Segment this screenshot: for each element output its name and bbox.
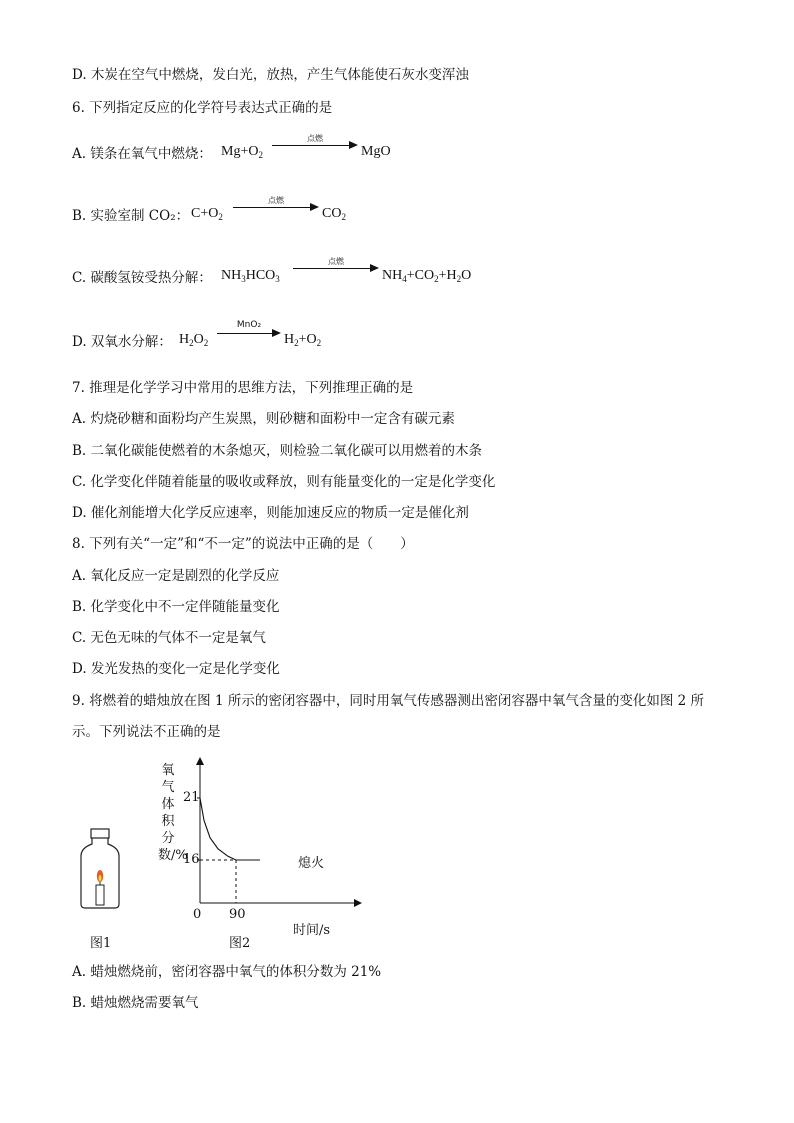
question-7-option-c: C. 化学变化伴随着能量的吸收或释放，则有能量变化的一定是化学变化 bbox=[72, 474, 496, 490]
oxygen-content-chart bbox=[175, 755, 365, 930]
question-8-option-b: B. 化学变化中不一定伴随能量变化 bbox=[72, 599, 280, 615]
formula-c-reactants: $NH_3HCO_3$ bbox=[221, 268, 280, 284]
formula-a-reactants: $Mg+O_2$ bbox=[221, 144, 263, 160]
oxygen-curve bbox=[200, 798, 260, 860]
candle-icon bbox=[96, 885, 104, 905]
question-9-stem-line-2: 示。下列说法不正确的是 bbox=[72, 724, 221, 740]
question-7-option-a: A. 灼烧砂糖和面粉均产生炭黑，则砂糖和面粉中一定含有碳元素 bbox=[72, 411, 455, 427]
question-6-stem: 6. 下列指定反应的化学符号表达式正确的是 bbox=[72, 100, 333, 116]
figure-1-sealed-bottle bbox=[78, 828, 122, 910]
y-tick-16: 16 bbox=[183, 852, 200, 867]
x-tick-90: 90 bbox=[229, 907, 246, 922]
formula-d-products: $H_2+O_2$ bbox=[284, 332, 322, 348]
condition-label: 点燃 bbox=[328, 257, 344, 266]
y-tick-21: 21 bbox=[183, 790, 200, 805]
figure-2-caption: 图2 bbox=[229, 936, 251, 951]
formula-b-reactants: $C+O_2$ bbox=[191, 206, 223, 222]
question-6-option-b-label: B. 实验室制 CO₂： bbox=[72, 208, 190, 224]
question-8-option-c: C. 无色无味的气体不一定是氧气 bbox=[72, 630, 266, 646]
x-tick-0: 0 bbox=[193, 907, 202, 922]
condition-label: 点燃 bbox=[268, 196, 284, 205]
formula-d-reactants: $H_2O_2$ bbox=[179, 332, 209, 348]
question-9-stem-line-1: 9. 将燃着的蜡烛放在图 1 所示的密闭容器中，同时用氧气传感器测出密闭容器中氧气含量的变化如图 2 所 bbox=[72, 693, 705, 709]
question-7-stem: 7. 推理是化学学习中常用的思维方法，下列推理正确的是 bbox=[72, 380, 414, 396]
extinguish-annotation: 熄火 bbox=[298, 856, 325, 871]
question-8-stem: 8. 下列有关“一定”和“不一定”的说法中正确的是（ ） bbox=[72, 536, 414, 552]
question-6-option-a-label: A. 镁条在氧气中燃烧： bbox=[72, 146, 212, 162]
question-8-option-d: D. 发光发热的变化一定是化学变化 bbox=[72, 661, 280, 677]
formula-a-products: MgO bbox=[361, 144, 391, 159]
formula-c-products: $NH_4+CO_2+H_2O$ bbox=[382, 268, 472, 284]
question-9-option-b: B. 蜡烛燃烧需要氧气 bbox=[72, 995, 199, 1011]
catalyst-label: MnO₂ bbox=[236, 320, 262, 330]
question-5-option-d: D. 木炭在空气中燃烧，发白光，放热，产生气体能使石灰水变浑浊 bbox=[72, 67, 469, 83]
question-6-option-d-label: D. 双氧水分解： bbox=[72, 334, 172, 350]
question-7-option-d: D. 催化剂能增大化学反应速率，则能加速反应的物质一定是催化剂 bbox=[72, 505, 469, 521]
condition-label: 点燃 bbox=[307, 134, 323, 143]
question-7-option-b: B. 二氧化碳能使燃着的木条熄灭，则检验二氧化碳可以用燃着的木条 bbox=[72, 443, 483, 459]
question-6-option-c-label: C. 碳酸氢铵受热分解： bbox=[72, 270, 212, 286]
y-axis-label: 氧气体积分数/% bbox=[158, 763, 188, 863]
x-axis-label: 时间/s bbox=[293, 923, 331, 938]
question-8-option-a: A. 氧化反应一定是剧烈的化学反应 bbox=[72, 568, 280, 584]
question-9-option-a: A. 蜡烛燃烧前，密闭容器中氧气的体积分数为 21% bbox=[72, 964, 382, 980]
figure-1-caption: 图1 bbox=[90, 936, 112, 951]
formula-b-products: $CO_2$ bbox=[322, 206, 346, 222]
